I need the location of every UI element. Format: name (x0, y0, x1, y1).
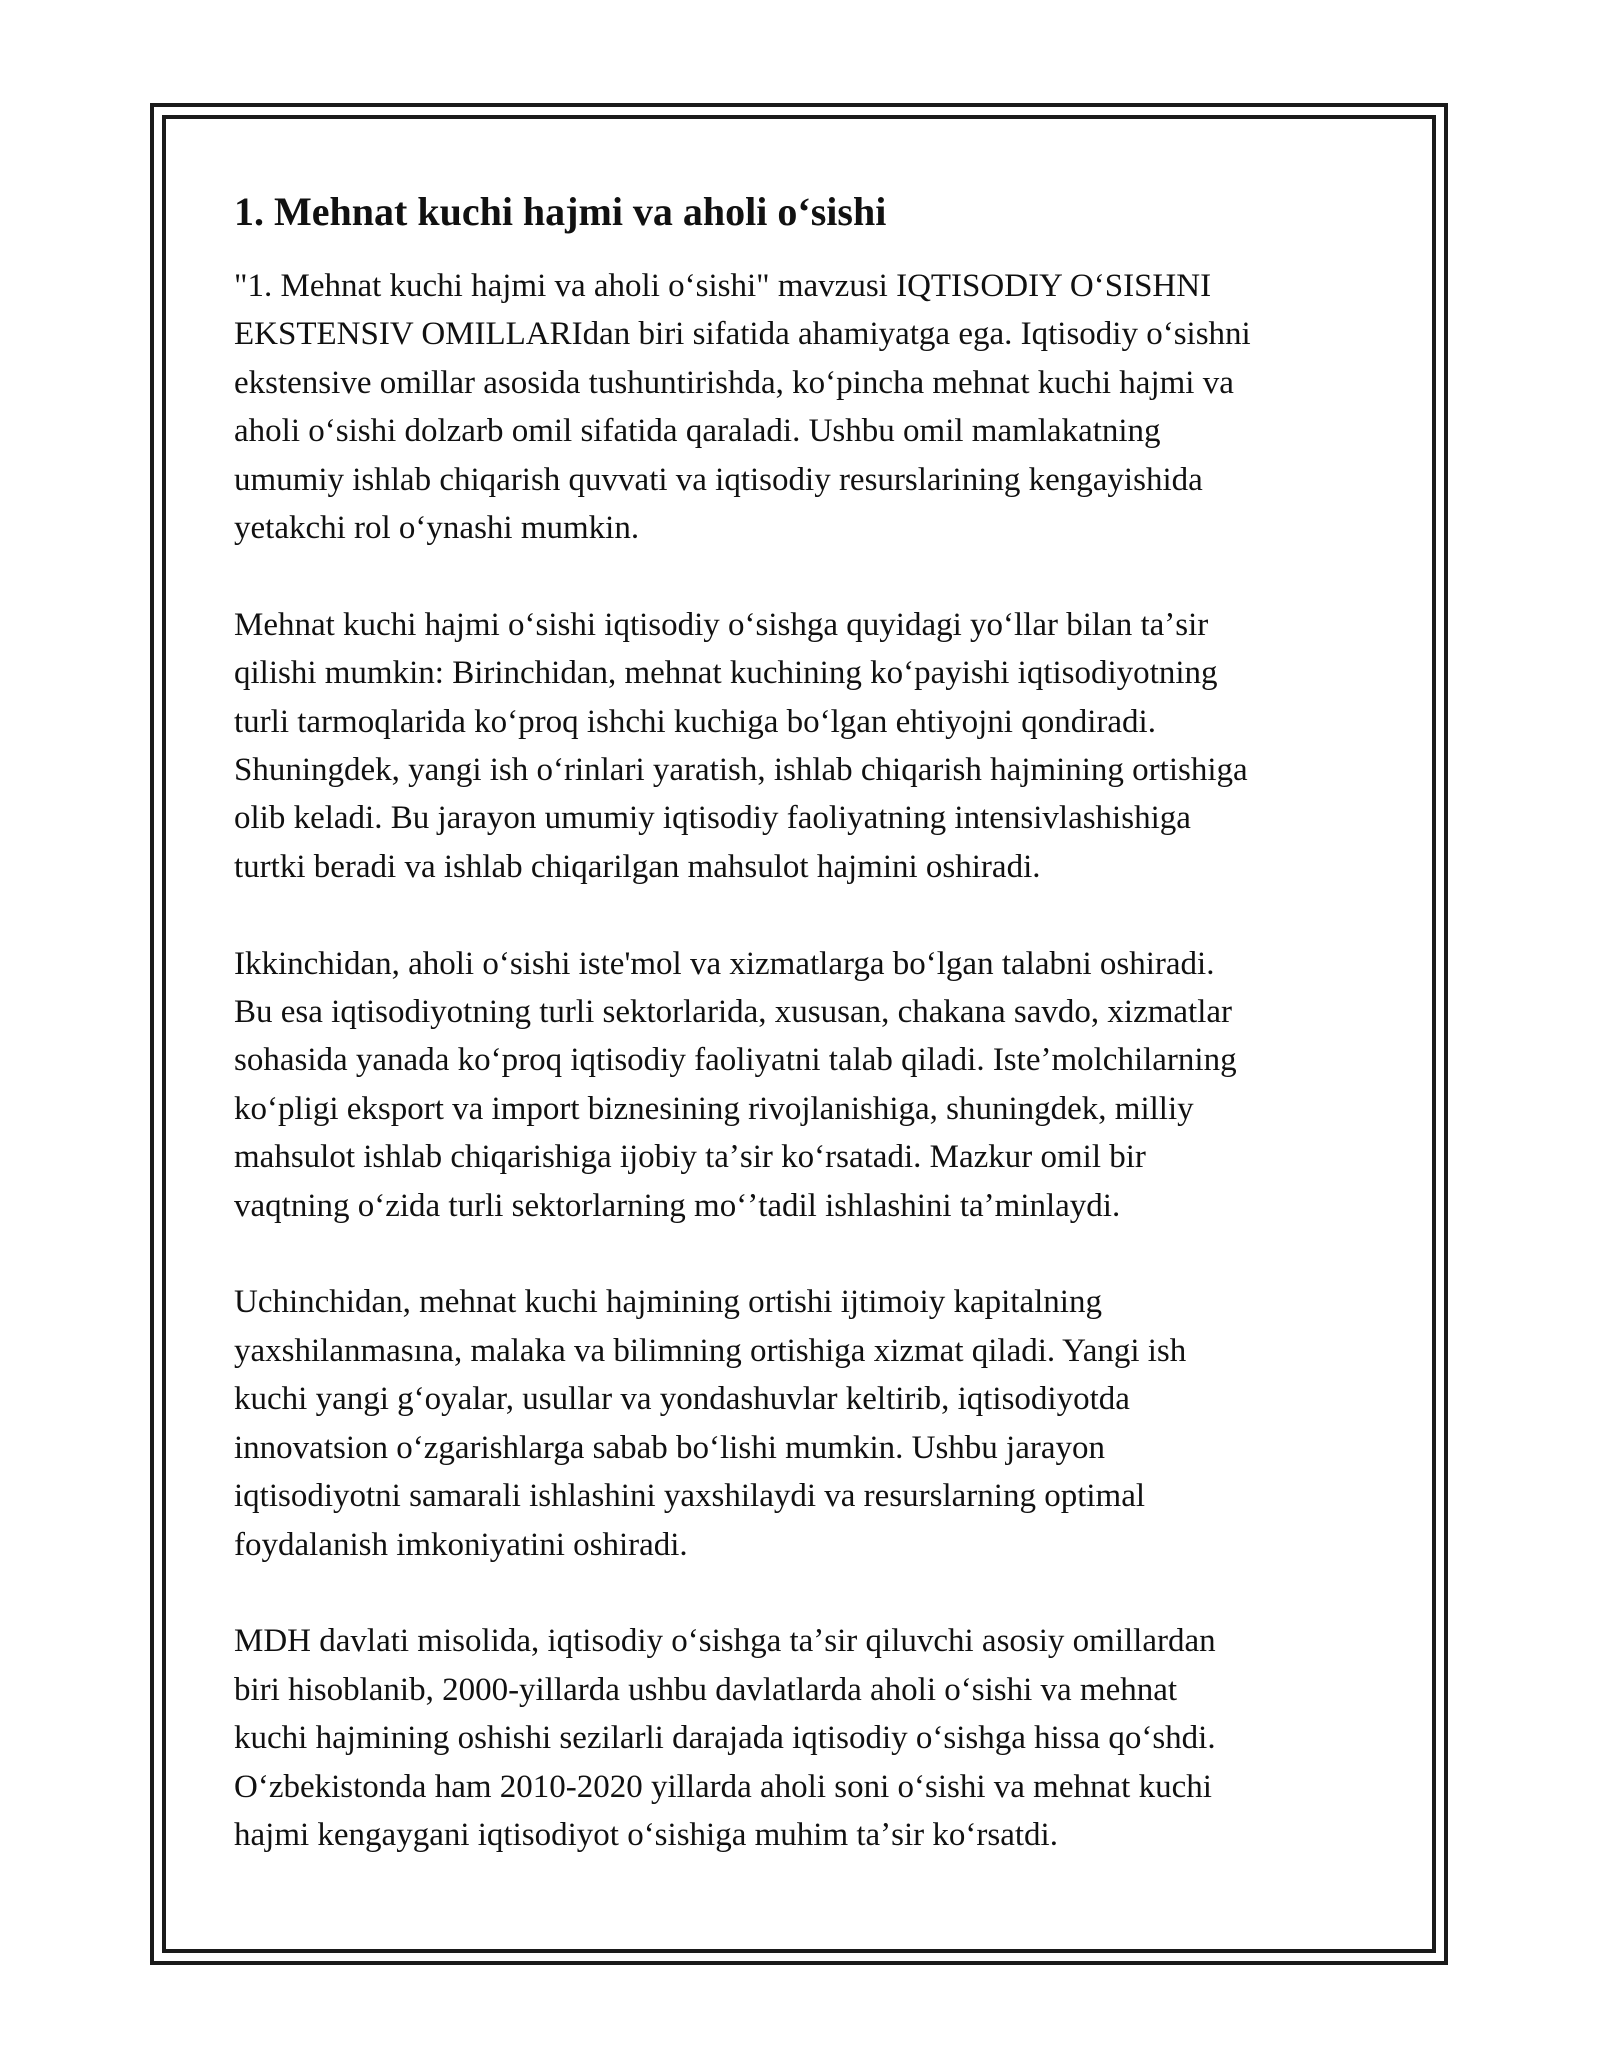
text-line: EKSTENSIV OMILLARIdan biri sifatida ahamiyatga ega. Iqtisodiy oʻsishni (234, 316, 1251, 353)
text-line: vaqtning oʻzida turli sektorlarning moʻʼtadil ishlashini taʼminlaydi. (234, 1187, 1121, 1224)
text-line: yetakchi rol oʻynashi mumkin. (234, 510, 640, 547)
paragraph-cis-example (234, 1617, 1394, 1859)
text-line: olib keladi. Bu jarayon umumiy iqtisodiy faoliyatning intensivlashishiga (234, 800, 1191, 837)
text-line: Oʻzbekistonda ham 2010-2020 yillarda aholi soni oʻsishi va mehnat kuchi (234, 1768, 1212, 1805)
document-body (234, 188, 1394, 1859)
paragraph-intro (234, 262, 1394, 552)
text-line: hajmi kengaygani iqtisodiyot oʻsishiga muhim taʼsir koʻrsatdi. (234, 1816, 1058, 1853)
text-line: turtki beradi va ishlab chiqarilgan mahsulot hajmini oshiradi. (234, 848, 1041, 885)
section-heading: 1. Mehnat kuchi hajmi va aholi oʻsishi (234, 189, 887, 234)
text-line: yaxshilanmasına, malaka va bilimning ortishiga xizmat qiladi. Yangi ish (234, 1332, 1187, 1369)
text-line: Shuningdek, yangi ish oʻrinlari yaratish, ishlab chiqarish hajmining ortishiga (234, 752, 1248, 789)
text-line: Ikkinchidan, aholi oʻsishi iste'mol va xizmatlarga boʻlgan talabni oshiradi. (234, 945, 1215, 982)
text-line: koʻpligi eksport va import biznesining rivojlanishiga, shuningdek, milliy (234, 1090, 1194, 1127)
text-line: umumiy ishlab chiqarish quvvati va iqtisodiy resurslarining kengayishida (234, 461, 1203, 498)
text-line: foydalanish imkoniyatini oshiradi. (234, 1526, 688, 1563)
text-line: turli tarmoqlarida koʻproq ishchi kuchiga boʻlgan ehtiyojni qondiradi. (234, 703, 1156, 740)
text-line: kuchi hajmining oshishi sezilarli darajada iqtisodiy oʻsishga hissa qoʻshdi. (234, 1720, 1216, 1757)
text-line: Uchinchidan, mehnat kuchi hajmining ortishi ijtimoiy kapitalning (234, 1284, 1102, 1321)
text-line: Mehnat kuchi hajmi oʻsishi iqtisodiy oʻsishga quyidagi yoʻllar bilan taʼsir (234, 606, 1209, 643)
text-line: "1. Mehnat kuchi hajmi va aholi oʻsishi" mavzusi IQTISODIY OʻSISHNI (234, 268, 1212, 304)
text-line: iqtisodiyotni samarali ishlashini yaxshilaydi va resurslarning optimal (234, 1478, 1146, 1515)
text-line: MDH davlati misolida, iqtisodiy oʻsishga taʼsir qiluvchi asosiy omillardan (234, 1623, 1216, 1660)
text-line: biri hisoblanib, 2000-yillarda ushbu davlatlarda aholi oʻsishi va mehnat (234, 1671, 1178, 1708)
text-line: innovatsion oʻzgarishlarga sabab boʻlishi mumkin. Ushbu jarayon (234, 1429, 1105, 1466)
paragraph-third-point (234, 1278, 1394, 1568)
text-line: qilishi mumkin: Birinchidan, mehnat kuchining koʻpayishi iqtisodiyotning (234, 655, 1218, 692)
text-line: aholi oʻsishi dolzarb omil sifatida qaraladi. Ushbu omil mamlakatning (234, 413, 1161, 450)
text-line: mahsulot ishlab chiqarishiga ijobiy taʼsir koʻrsatadi. Mazkur omil bir (234, 1139, 1146, 1176)
text-line: kuchi yangi gʻoyalar, usullar va yondashuvlar keltirib, iqtisodiyotda (234, 1381, 1130, 1418)
paragraph-second-point (234, 940, 1394, 1230)
text-line: Bu esa iqtisodiyotning turli sektorlarida, xususan, chakana savdo, xizmatlar (234, 994, 1233, 1031)
paragraph-labor-growth (234, 601, 1394, 891)
text-line: ekstensive omillar asosida tushuntirishda, koʻpincha mehnat kuchi hajmi va (234, 364, 1234, 401)
text-line: sohasida yanada koʻproq iqtisodiy faoliyatni talab qiladi. Isteʼmolchilarning (234, 1042, 1237, 1079)
